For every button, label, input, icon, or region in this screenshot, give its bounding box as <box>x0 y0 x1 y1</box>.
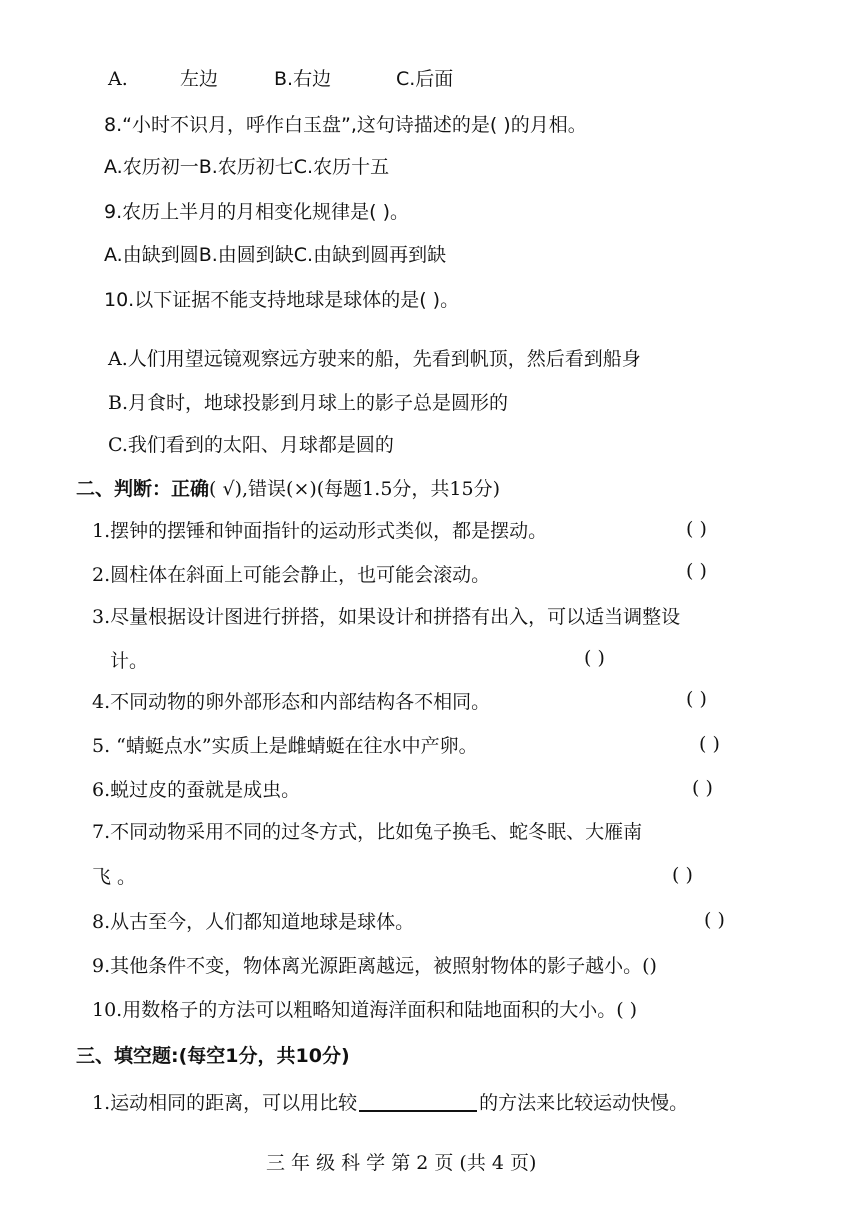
judge-item-7-cont: 飞 。 <box>92 866 137 888</box>
section3-heading: 三、填空题:(每空1分，共10分) <box>76 1045 350 1067</box>
answer-paren-5[interactable]: ( ) <box>699 733 720 755</box>
judge-item-5: 5. “蜻蜓点水”实质上是雌蜻蜓在往水中产卵。 <box>92 735 478 757</box>
answer-paren-7[interactable]: ( ) <box>672 864 693 886</box>
q10-option-c: C.我们看到的太阳、月球都是圆的 <box>108 434 394 456</box>
judge-item-7: 7.不同动物采用不同的过冬方式，比如兔子换毛、蛇冬眠、大雁南 <box>92 821 643 843</box>
q7-option-a-text: 左边 <box>180 68 219 90</box>
judge-item-3: 3.尽量根据设计图进行拼搭，如果设计和拼搭有出入，可以适当调整设 <box>92 606 681 628</box>
page-footer: 三 年 级 科 学 第 2 页 (共 4 页) <box>266 1152 537 1174</box>
section2-heading <box>76 480 500 499</box>
answer-paren-4[interactable]: ( ) <box>686 688 707 710</box>
fill-item-1-before: 1.运动相同的距离，可以用比较 <box>92 1092 358 1114</box>
judge-item-3-cont: 计。 <box>110 650 149 672</box>
section2-title: 二、判断：正确 <box>76 478 210 500</box>
section2-instructions: ( √),错误(×)(每题1.5分，共15分) <box>209 478 500 500</box>
q8-stem: 8.“小时不识月，呼作白玉盘”,这句诗描述的是( )的月相。 <box>104 114 587 136</box>
fill-item-1-after: 的方法来比较运动快慢。 <box>479 1092 689 1114</box>
fill-blank-1[interactable] <box>359 1110 477 1112</box>
answer-paren-8[interactable]: ( ) <box>704 909 725 931</box>
answer-paren-6[interactable]: ( ) <box>692 777 713 799</box>
answer-paren-3[interactable]: ( ) <box>584 647 605 669</box>
q7-option-c: C.后面 <box>396 68 454 90</box>
q10-stem: 10.以下证据不能支持地球是球体的是( )。 <box>104 289 460 311</box>
q10-option-b: B.月食时，地球投影到月球上的影子总是圆形的 <box>108 392 509 414</box>
judge-item-1: 1.摆钟的摆锤和钟面指针的运动形式类似，都是摆动。 <box>92 520 548 542</box>
judge-item-4: 4.不同动物的卵外部形态和内部结构各不相同。 <box>92 691 491 713</box>
q7-option-b: B.右边 <box>274 68 332 90</box>
judge-item-10: 10.用数格子的方法可以粗略知道海洋面积和陆地面积的大小。( ) <box>92 999 638 1021</box>
judge-item-2: 2.圆柱体在斜面上可能会静止，也可能会滚动。 <box>92 564 491 586</box>
judge-item-6: 6.蜕过皮的蚕就是成虫。 <box>92 779 301 801</box>
answer-paren-1[interactable]: ( ) <box>686 518 707 540</box>
answer-paren-2[interactable]: ( ) <box>686 560 707 582</box>
q9-options: A.由缺到圆B.由圆到缺C.由缺到圆再到缺 <box>104 244 447 266</box>
q9-stem: 9.农历上半月的月相变化规律是( )。 <box>104 201 409 223</box>
q10-option-a: A.人们用望远镜观察远方驶来的船，先看到帆顶，然后看到船身 <box>108 348 641 370</box>
q8-options: A.农历初一B.农历初七C.农历十五 <box>104 156 390 178</box>
judge-item-8: 8.从古至今，人们都知道地球是球体。 <box>92 911 415 933</box>
judge-item-9: 9.其他条件不变，物体离光源距离越远，被照射物体的影子越小。() <box>92 955 657 977</box>
fill-item-1 <box>92 1094 688 1113</box>
q7-option-a-label: A. <box>108 68 128 90</box>
